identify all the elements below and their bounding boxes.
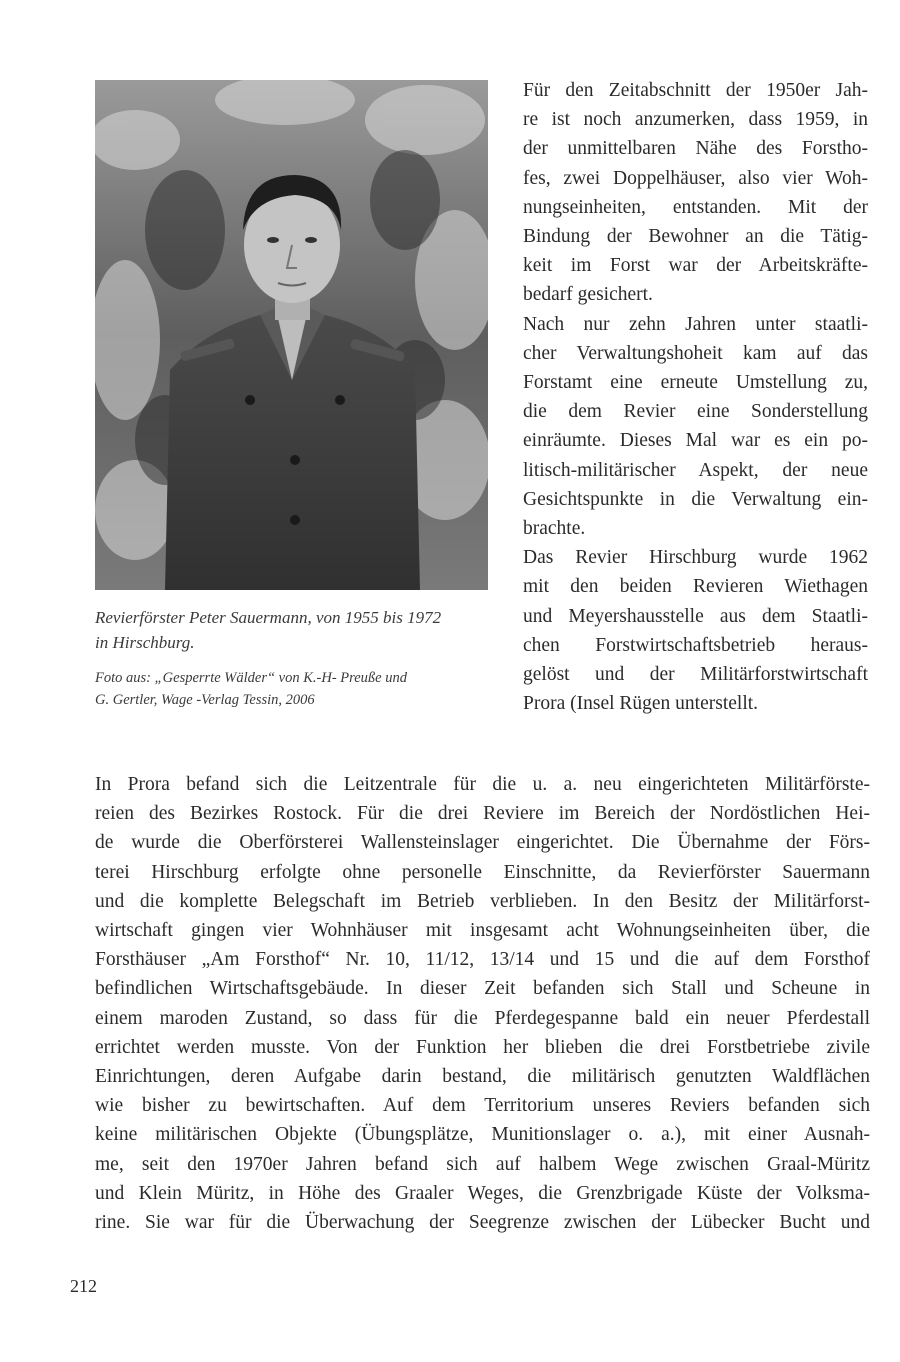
text-line: brachte. bbox=[523, 518, 586, 540]
caption-main bbox=[95, 605, 495, 655]
caption-line: in Hirschburg. bbox=[95, 633, 195, 652]
text-line: Gesichtspunkte in die Verwaltung ein- bbox=[523, 488, 868, 510]
text-line: me, seit den 1970er Jahren befand sich auf halbem Wege zwischen Graal-Müritz bbox=[95, 1153, 870, 1175]
text-line: wie bisher zu bewirtschaften. Auf dem Territorium unseres Reviers befanden sich bbox=[95, 1095, 870, 1117]
text-line: die dem Revier eine Sonderstellung bbox=[523, 401, 868, 423]
text-line: bedarf gesichert. bbox=[523, 284, 653, 306]
right-column-text bbox=[523, 76, 868, 718]
text-line: einem maroden Zustand, so dass für die Pferdegespanne bald ein neuer Pferdestall bbox=[95, 1007, 870, 1029]
text-line: Einrichtungen, deren Aufgabe darin bestand, die militärisch genutzten Waldflächen bbox=[95, 1066, 870, 1088]
text-line: befindlichen Wirtschaftsgebäude. In dieser Zeit befanden sich Stall und Scheune in bbox=[95, 978, 870, 1000]
text-line: chen Forstwirtschaftsbetrieb heraus- bbox=[523, 634, 868, 656]
text-line: rine. Sie war für die Überwachung der Seegrenze zwischen der Lübecker Bucht und bbox=[95, 1212, 870, 1234]
text-line: mit den beiden Revieren Wiethagen bbox=[523, 576, 868, 598]
caption-credit bbox=[95, 667, 495, 711]
text-line: In Prora befand sich die Leitzentrale für die u. a. neu eingerichteten Militärförste- bbox=[95, 774, 870, 795]
text-line: Das Revier Hirschburg wurde 1962 bbox=[523, 547, 868, 569]
portrait-photo bbox=[95, 80, 488, 590]
text-line: Forsthäuser „Am Forsthof“ Nr. 10, 11/12, 13/14 und 15 und die auf dem Forsthof bbox=[95, 949, 870, 971]
text-line: Für den Zeitabschnitt der 1950er Jah- bbox=[523, 80, 868, 101]
text-line: Nach nur zehn Jahren unter staatli- bbox=[523, 313, 868, 335]
text-line: litisch-militärischer Aspekt, der neue bbox=[523, 459, 868, 481]
body-text bbox=[95, 770, 870, 1237]
text-line: wirtschaft gingen vier Wohnhäuser mit insgesamt acht Wohnungseinheiten über, die bbox=[95, 920, 870, 942]
text-line: der unmittelbaren Nähe des Forstho- bbox=[523, 138, 868, 160]
text-line: de wurde die Oberförsterei Wallensteinslager eingerichtet. Die Übernahme der Förs- bbox=[95, 832, 870, 854]
text-line: und Meyershausstelle aus dem Staatli- bbox=[523, 605, 868, 627]
text-line: Prora (Insel Rügen unterstellt. bbox=[523, 693, 759, 715]
text-line: Forstamt eine erneute Umstellung zu, bbox=[523, 372, 868, 394]
text-line: einräumte. Dieses Mal war es ein po- bbox=[523, 430, 868, 452]
photo-caption bbox=[95, 605, 495, 711]
text-line: und die komplette Belegschaft im Betrieb verblieben. In den Besitz der Militärforst- bbox=[95, 890, 870, 912]
text-line: und Klein Müritz, in Höhe des Graaler Weges, die Grenzbrigade Küste der Volksma- bbox=[95, 1182, 870, 1204]
text-line: fes, zwei Doppelhäuser, also vier Woh- bbox=[523, 167, 868, 189]
text-line: gelöst und der Militärforstwirtschaft bbox=[523, 664, 868, 686]
text-line: Bindung der Bewohner an die Tätig- bbox=[523, 226, 868, 248]
credit-line: Foto aus: „Gesperrte Wälder“ von K.-H- Preuße und bbox=[95, 670, 407, 686]
text-line: nungseinheiten, entstanden. Mit der bbox=[523, 196, 868, 218]
text-line: errichtet werden musste. Von der Funktion her blieben die drei Forstbetriebe zivile bbox=[95, 1036, 870, 1058]
text-line: cher Verwaltungshoheit kam auf das bbox=[523, 342, 868, 364]
caption-line: Revierförster Peter Sauermann, von 1955 bis 1972 bbox=[95, 608, 442, 627]
text-line: re ist noch anzumerken, dass 1959, in bbox=[523, 109, 868, 131]
credit-line: G. Gertler, Wage -Verlag Tessin, 2006 bbox=[95, 692, 315, 708]
text-line: keit im Forst war der Arbeitskräfte- bbox=[523, 255, 868, 277]
text-line: reien des Bezirkes Rostock. Für die drei Reviere im Bereich der Nordöstlichen Hei- bbox=[95, 803, 870, 825]
portrait-photo-icon bbox=[95, 80, 488, 590]
text-line: terei Hirschburg erfolgte ohne personelle Einschnitte, da Revierförster Sauermann bbox=[95, 861, 870, 883]
page-number: 212 bbox=[70, 1276, 97, 1296]
text-line: keine militärischen Objekte (Übungsplätze, Munitionslager o. a.), mit einer Ausnah- bbox=[95, 1124, 870, 1146]
